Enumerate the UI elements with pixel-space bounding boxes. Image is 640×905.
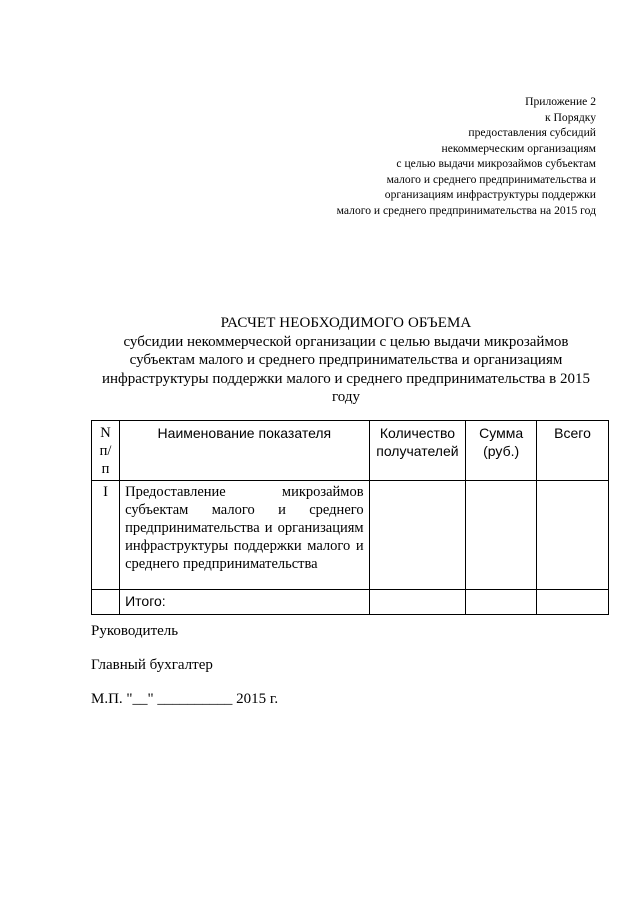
calculation-table <box>91 420 609 615</box>
row-indicator-name: Предоставление микрозаймов субъектам малого и среднего предпринимательства и организациям инфраструктуры поддержки малого и среднего предпринимательства <box>120 481 370 590</box>
table-row <box>92 481 609 590</box>
row-recipients-count <box>369 481 466 590</box>
header-indicator-name: Наименование показателя <box>120 421 370 481</box>
table-header-row <box>92 421 609 481</box>
document-title-block <box>90 314 602 407</box>
signature-chief-accountant: Главный бухгалтер <box>91 657 213 673</box>
annex-header <box>236 94 596 218</box>
total-row-number <box>92 590 120 615</box>
annex-line: к Порядку <box>545 110 596 124</box>
document-title: РАСЧЕТ НЕОБХОДИМОГО ОБЪЕМА <box>220 315 472 331</box>
row-sum <box>466 481 537 590</box>
annex-line: организациям инфраструктуры поддержки <box>384 188 596 201</box>
annex-line: Приложение 2 <box>525 95 596 108</box>
annex-line: с целью выдачи микрозаймов субъектам <box>396 157 596 170</box>
total-row-sum <box>466 590 537 615</box>
row-total <box>537 481 609 590</box>
total-row-recipients-count <box>369 590 466 615</box>
total-row-total <box>537 590 609 615</box>
header-recipients-count: Количество получателей <box>369 421 466 481</box>
table-total-row <box>92 590 609 615</box>
header-number: N п/п <box>92 421 120 481</box>
document-subtitle: субсидии некоммерческой организации с целью выдачи микрозаймов субъектам малого и среднего предпринимательства и организациям инфраструктуры поддержки малого и среднего предпринимательства в 2015 году <box>101 333 591 405</box>
annex-line: малого и среднего предпринимательства на 2015 год <box>336 203 596 217</box>
header-sum: Сумма (руб.) <box>466 421 537 481</box>
signature-head: Руководитель <box>91 623 179 639</box>
annex-line: предоставления субсидий <box>468 126 596 139</box>
stamp-date-line: М.П. "__" __________ 2015 г. <box>91 691 279 707</box>
row-number: I <box>92 481 120 590</box>
annex-line: некоммерческим организациям <box>441 141 596 155</box>
annex-line: малого и среднего предпринимательства и <box>386 172 596 186</box>
total-row-label: Итого: <box>120 590 370 615</box>
header-total: Всего <box>537 421 609 481</box>
